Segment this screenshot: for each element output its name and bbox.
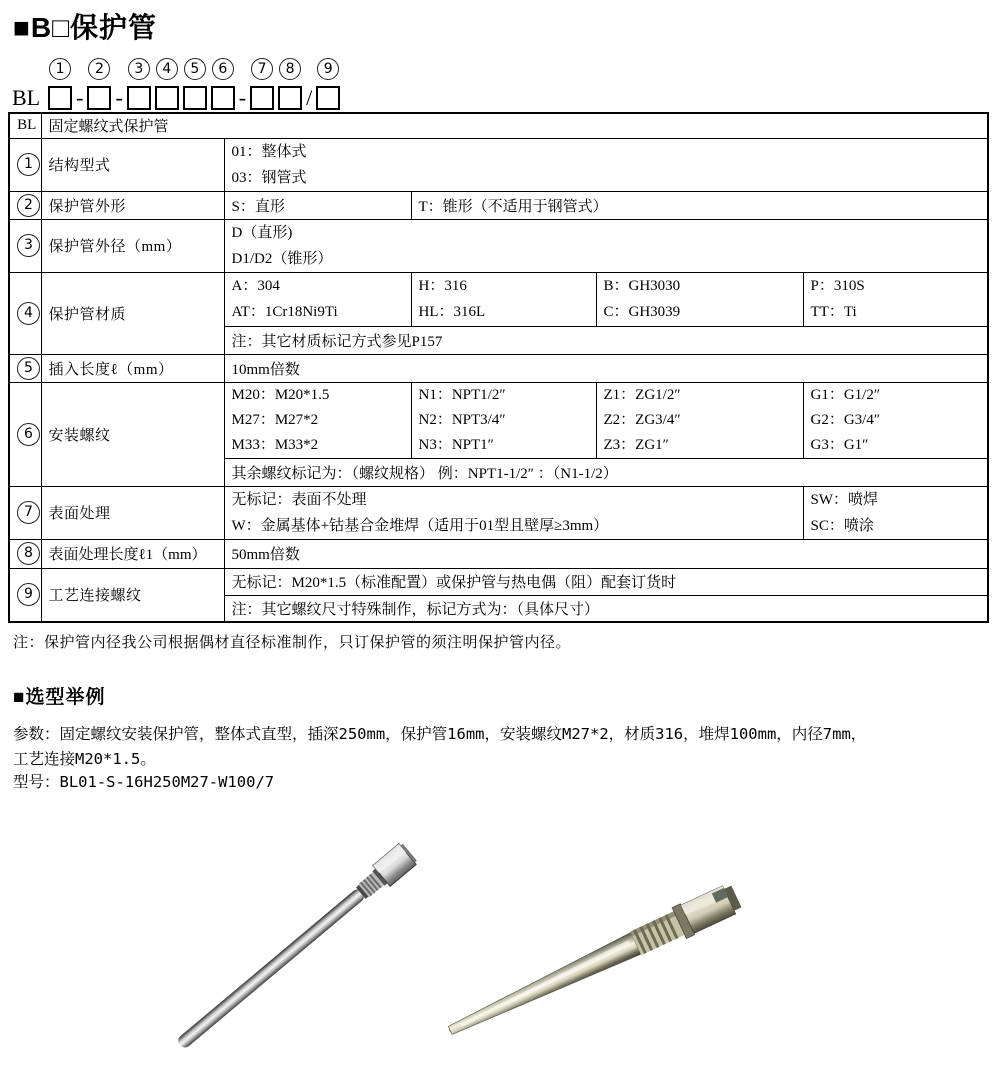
table-row-4 [9, 272, 988, 326]
row8-num [9, 539, 41, 568]
code-dash: - [76, 85, 84, 110]
code-box-6 [211, 61, 235, 110]
option-line: Z1：ZG1/2″ [603, 386, 681, 403]
example-model-number: 型号：BL01-S-16H250M27-W100/7 [13, 773, 275, 791]
row3-options [224, 219, 988, 272]
thermowell-body [171, 842, 418, 1056]
circled-number: 8 [17, 542, 40, 565]
code-box-2 [87, 61, 111, 110]
option-line: Z2：ZG3/4″ [603, 411, 681, 428]
row9-line1: 无标记：M20*1.5（标准配置）或保护管与热电偶（阻）配套订货时 [224, 568, 988, 595]
row7-num [9, 486, 41, 539]
code-box-3 [127, 61, 151, 110]
row6-col2 [411, 382, 596, 458]
code-digit-9: 9 [317, 58, 339, 80]
example-params-line1: 参数：固定螺纹安装保护管，整体式直型，插深250mm，保护管16mm，安装螺纹M27*2，材质316，堆焊100mm，内径7mm， [13, 725, 867, 743]
page-title: ■B□保护管 [13, 12, 158, 43]
code-digit-4: 4 [156, 58, 178, 80]
row7-label: 表面处理 [41, 486, 224, 539]
circled-number: 1 [17, 153, 40, 176]
row2-option-s: S：直形 [224, 191, 411, 219]
row6-col3 [596, 382, 803, 458]
code-slash: / [306, 85, 313, 110]
code-box-9 [316, 61, 340, 110]
row4-num [9, 272, 41, 354]
table-row-3 [9, 219, 988, 272]
option-line: P：310S [810, 278, 865, 294]
option-line: D（直形) [231, 224, 293, 241]
row9-num [9, 568, 41, 622]
row2-option-t: T：锥形（不适用于钢管式） [411, 191, 988, 219]
option-line: W：金属基体+钴基合金堆焊（适用于01型且壁厚≥3mm） [231, 517, 609, 534]
code-box-4 [155, 61, 179, 110]
row6-label: 安装螺纹 [41, 382, 224, 486]
row9-line2: 注：其它螺纹尺寸特殊制作，标记方式为：（具体尺寸） [224, 595, 988, 622]
option-line: AT：1Cr18Ni9Ti [231, 304, 338, 320]
table-row-2 [9, 191, 988, 219]
row-bl-desc: 固定螺纹式保护管 [41, 113, 988, 138]
example-params-line2: 工艺连接M20*1.5。 [13, 750, 156, 768]
option-line: M33：M33*2 [231, 436, 319, 453]
option-line: C：GH3039 [603, 304, 681, 320]
option-line: SC：喷涂 [810, 517, 874, 534]
tube [176, 887, 367, 1050]
row2-label: 保护管外形 [41, 191, 224, 219]
table-row-9 [9, 568, 988, 595]
row1-num [9, 138, 41, 191]
option-line: Z3：ZG1″ [603, 436, 669, 453]
row8-label: 表面处理长度ℓ1（mm） [41, 539, 224, 568]
ordering-code-diagram [12, 50, 342, 110]
row1-options [224, 138, 988, 191]
code-digit-6: 6 [212, 58, 234, 80]
circled-number: 5 [17, 357, 40, 380]
option-line: M20：M20*1.5 [231, 386, 330, 403]
code-digit-1: 1 [49, 58, 71, 80]
code-box-7 [250, 61, 274, 110]
thermowell-body [442, 881, 744, 1046]
circled-number: 7 [17, 501, 40, 524]
circled-number: 4 [17, 302, 40, 325]
circled-number: 3 [17, 234, 40, 257]
table-row-bl [9, 113, 988, 138]
row6-col1 [224, 382, 411, 458]
table-row-1 [9, 138, 988, 191]
table-row-8 [9, 539, 988, 568]
code-digit-3: 3 [128, 58, 150, 80]
row4-label: 保护管材质 [41, 272, 224, 354]
section-title-example: ■选型举例 [13, 687, 106, 708]
circled-number: 2 [17, 194, 40, 217]
code-box-1 [48, 61, 72, 110]
table-row-5 [9, 354, 988, 382]
code-digit-5: 5 [184, 58, 206, 80]
code-box-8 [278, 61, 302, 110]
row2-num [9, 191, 41, 219]
row3-label: 保护管外径（mm） [41, 219, 224, 272]
table-row-7 [9, 486, 988, 539]
threaded-tapered-thermowell-photo [428, 840, 768, 1055]
row6-col4 [803, 382, 988, 458]
option-line: A：304 [231, 278, 280, 294]
row8-value: 50mm倍数 [224, 539, 988, 568]
option-line: N1：NPT1/2″ [418, 386, 506, 403]
table-footnote: 注：保护管内径我公司根据偶材直径标准制作，只订保护管的须注明保护管内径。 [13, 635, 572, 651]
row4-col4 [803, 272, 988, 326]
option-line: G3：G1″ [810, 436, 869, 453]
option-line: HL：316L [418, 304, 486, 320]
code-digit-8: 8 [279, 58, 301, 80]
row4-col2 [411, 272, 596, 326]
row7-left [224, 486, 803, 539]
option-line: 无标记：表面不处理 [231, 491, 367, 508]
row6-num [9, 382, 41, 486]
row9-label: 工艺连接螺纹 [41, 568, 224, 622]
option-line: D1/D2（锥形） [231, 250, 333, 267]
example-parameters [13, 722, 993, 772]
row5-value: 10mm倍数 [224, 354, 988, 382]
option-line: M27：M27*2 [231, 411, 319, 428]
code-digit-7: 7 [251, 58, 273, 80]
option-line: G1：G1/2″ [810, 386, 881, 403]
option-line: SW：喷焊 [810, 491, 879, 508]
row7-right [803, 486, 988, 539]
row5-label: 插入长度ℓ（mm） [41, 354, 224, 382]
option-line: 03：钢管式 [231, 169, 307, 186]
circled-number: 9 [17, 583, 40, 606]
code-box-5 [183, 61, 207, 110]
straight-thermowell-photo [138, 832, 438, 1064]
ordering-spec-table [8, 112, 989, 623]
row3-num [9, 219, 41, 272]
circled-number: 6 [17, 423, 40, 446]
code-digit-2: 2 [88, 58, 110, 80]
row4-col3 [596, 272, 803, 326]
row5-num [9, 354, 41, 382]
row-bl-code: BL [9, 113, 41, 138]
table-row-6 [9, 382, 988, 458]
option-line: N2：NPT3/4″ [418, 411, 506, 428]
code-dash: - [238, 85, 247, 110]
code-prefix: BL [12, 85, 41, 110]
option-line: H：316 [418, 278, 467, 294]
row1-label: 结构型式 [41, 138, 224, 191]
row4-col1 [224, 272, 411, 326]
option-line: N3：NPT1″ [418, 436, 494, 453]
option-line: TT：Ti [810, 304, 857, 320]
option-line: 01：整体式 [231, 143, 307, 160]
row4-note: 注：其它材质标记方式参见P157 [224, 326, 988, 354]
row6-note: 其余螺纹标记为：（螺纹规格） 例：NPT1-1/2″ ：（N1-1/2） [224, 458, 988, 486]
option-line: B：GH3030 [603, 278, 681, 294]
option-line: G2：G3/4″ [810, 411, 881, 428]
code-dash: - [115, 85, 123, 110]
